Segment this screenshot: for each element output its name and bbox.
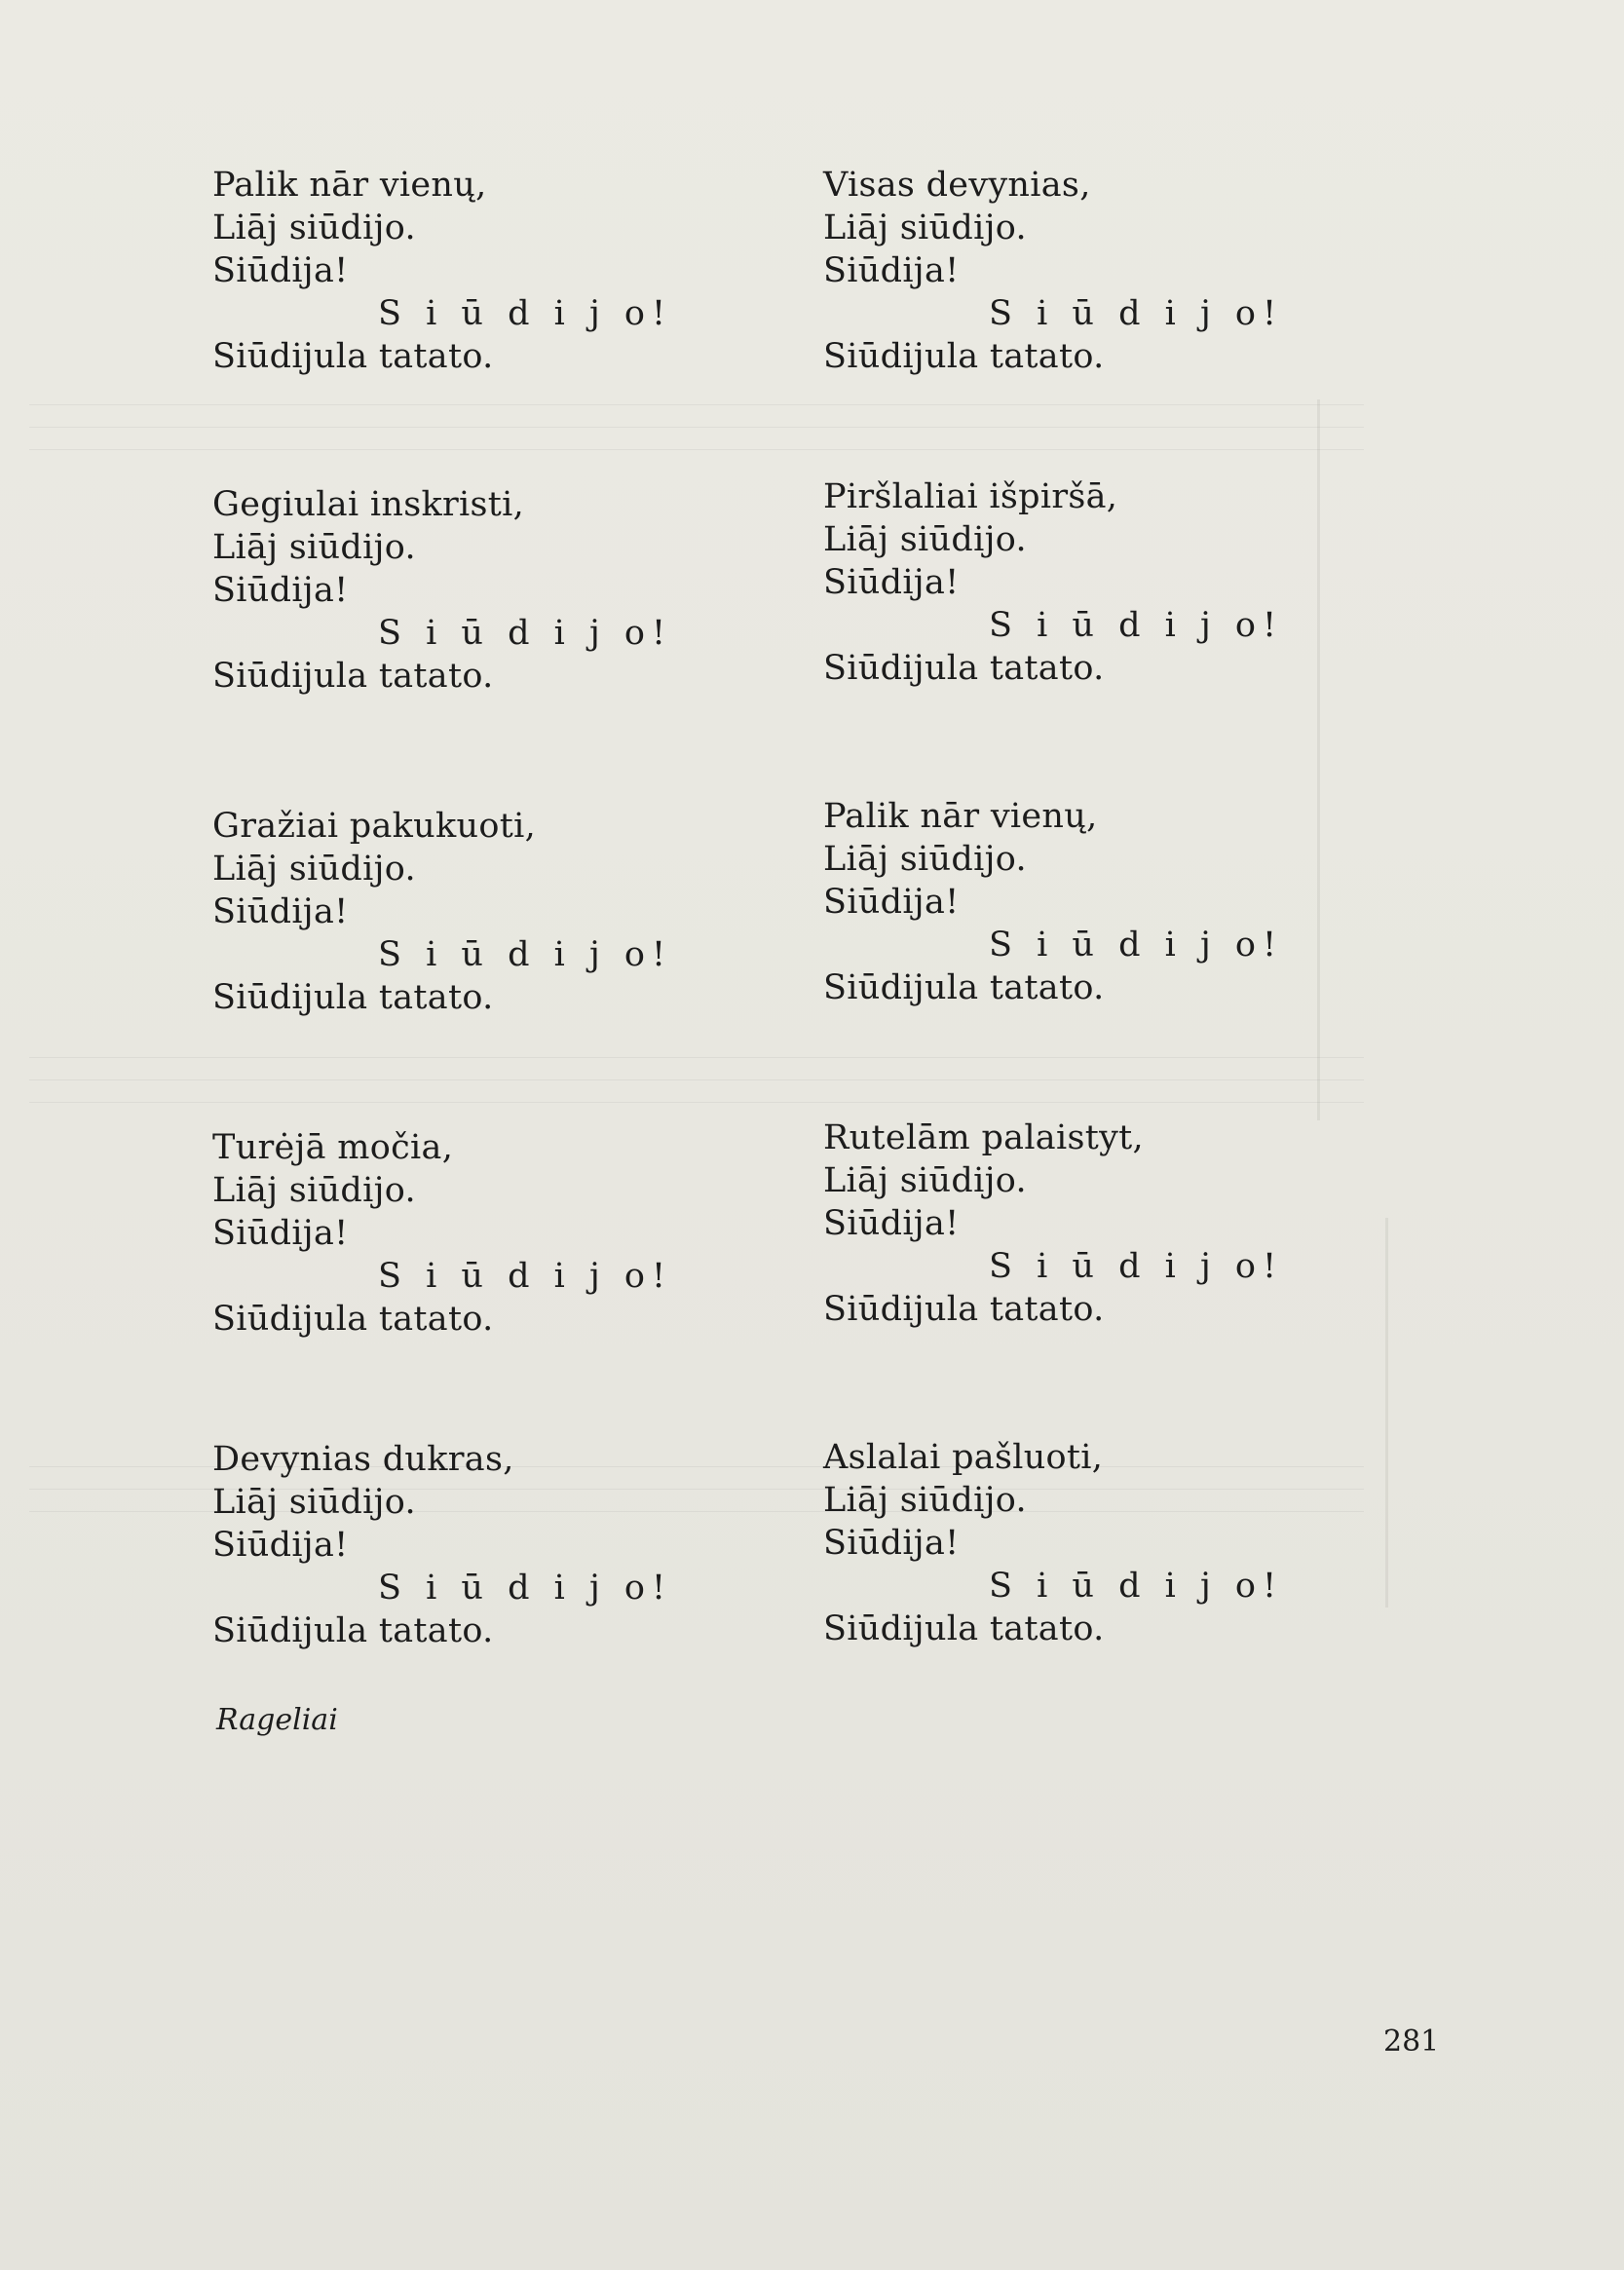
verse-line: Siūdijula tatato. [212,1300,494,1339]
verse-line: Siūdija! [823,563,960,602]
bleed-line [29,1079,1364,1080]
refrain-line: S i ū d i j o! [989,926,1284,965]
verse-line: Siūdija! [212,892,349,931]
bleed-line [29,1102,1364,1103]
verse-line: Liāj siūdijo. [212,1483,416,1522]
verse-line: Siūdijula tatato. [823,649,1105,688]
refrain-line: S i ū d i j o! [378,1257,673,1296]
verse-line: Devynias dukras, [212,1440,514,1479]
verse-line: Siūdija! [212,1526,349,1565]
verse-line: Siūdija! [823,1204,960,1243]
bleed-line [29,449,1364,450]
refrain-line: S i ū d i j o! [378,614,673,653]
verse-line: Liāj siūdijo. [212,1171,416,1210]
verse-line: Liāj siūdijo. [212,528,416,567]
verse-line: Liāj siūdijo. [212,208,416,247]
verse-line: Liāj siūdijo. [823,1481,1027,1520]
verse-line: Siūdija! [212,1214,349,1253]
stanza-right-5 [823,1436,1330,1650]
verse-line: Aslalai pašluoti, [823,1438,1104,1477]
verse-line: Gražiai pakukuoti, [212,807,537,846]
refrain-line: S i ū d i j o! [989,294,1284,333]
verse-line: Siūdijula tatato. [823,337,1105,376]
stanza-right-1 [823,164,1330,378]
refrain-line: S i ū d i j o! [378,935,673,974]
bleed-bar [1385,1218,1388,1608]
refrain-line: S i ū d i j o! [378,1569,673,1608]
page-number: 281 [1383,2024,1440,2059]
refrain-line: S i ū d i j o! [989,1247,1284,1286]
bleed-line [29,1057,1364,1058]
stanza-right-2 [823,475,1330,690]
stanza-right-4 [823,1116,1330,1331]
verse-line: Visas devynias, [823,166,1091,205]
verse-line: Siūdija! [212,251,349,290]
stanza-left-2 [212,483,719,698]
verse-line: Siūdijula tatato. [212,1611,494,1650]
verse-line: Liāj siūdijo. [823,1161,1027,1200]
verse-line: Siūdija! [823,883,960,922]
verse-line: Siūdijula tatato. [823,968,1105,1007]
verse-line: Siūdijula tatato. [212,337,494,376]
stanza-left-5 [212,1438,719,1652]
verse-line: Liāj siūdijo. [823,520,1027,559]
bleed-line [29,427,1364,428]
stanza-left-4 [212,1126,719,1341]
verse-line: Liāj siūdijo. [823,208,1027,247]
verse-line: Liāj siūdijo. [823,840,1027,879]
source-location: Rageliai [216,1703,338,1737]
verse-line: Rutelām palaistyt, [823,1118,1144,1157]
verse-line: Siūdijula tatato. [823,1609,1105,1648]
verse-line: Siūdijula tatato. [212,657,494,696]
verse-line: Palik nār vienų, [823,797,1098,836]
refrain-line: S i ū d i j o! [989,606,1284,645]
bleed-line [29,404,1364,405]
verse-line: Liāj siūdijo. [212,850,416,889]
stanza-left-1 [212,164,719,378]
verse-line: Siūdija! [823,1524,960,1563]
verse-line: Turėjā močia, [212,1128,454,1167]
stanza-left-3 [212,805,719,1019]
verse-line: Palik nār vienų, [212,166,487,205]
verse-line: Piršlaliai išpiršā, [823,477,1118,516]
verse-line: Siūdija! [212,571,349,610]
verse-line: Gegiulai inskristi, [212,485,525,524]
stanza-right-3 [823,795,1330,1009]
verse-line: Siūdijula tatato. [823,1290,1105,1329]
refrain-line: S i ū d i j o! [989,1567,1284,1606]
refrain-line: S i ū d i j o! [378,294,673,333]
verse-line: Siūdija! [823,251,960,290]
verse-line: Siūdijula tatato. [212,978,494,1017]
